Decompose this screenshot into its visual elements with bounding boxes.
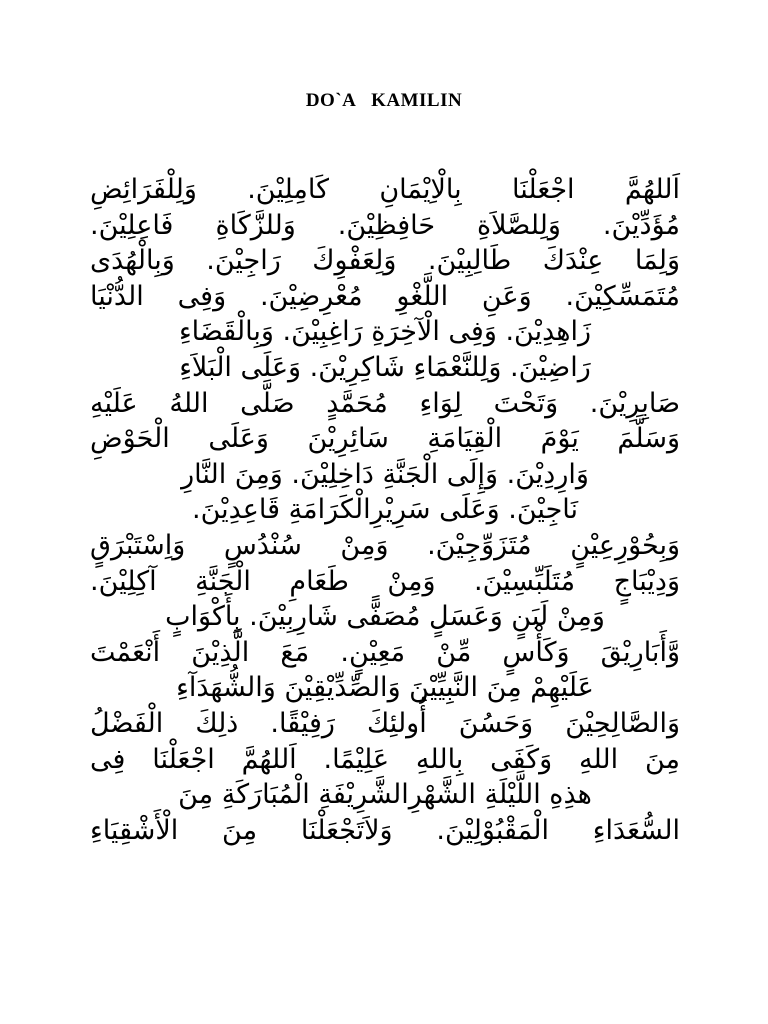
prayer-line-16: وَالصَّالِحِيْنَ وَحَسُنَ أُولئِكَ رَفِيْقًا. ذلِكَ الْفَضْلُ (90, 707, 680, 739)
prayer-line-4: مُتَمَسِّكِيْنَ. وَعَنِ اللَّغْوِ مُعْرِضِيْنَ. وَفِى الدُّنْيَا (90, 280, 680, 312)
prayer-line-15: عَلَيْهِمْ مِنَ النَّبِيِّيْنَ وَالصِّدِّيْقِيْنَ وَالشُّهَدَآءِ (176, 672, 594, 704)
prayer-line-11: وَبِحُوْرِعِيْنٍ مُتَزَوِّجِيْنَ. وَمِنْ سُنْدُسٍ وَاِسْتَبْرَقٍ (90, 529, 680, 561)
prayer-line-5: زَاهِدِيْنَ. وَفِى الْآخِرَةِ رَاغِبِيْنَ. وَبِالْقَضَاءِ (178, 316, 592, 348)
prayer-line-13: وَمِنْ لَبَنٍ وَعَسَلٍ مُصَفًّى شَارِبِيْنَ. بِأَكْوَابٍ (165, 601, 605, 633)
prayer-line-7: صَابِرِيْنَ. وَتَحْتَ لِوَاءِ مُحَمَّدٍ صَلَّى اللهُ عَلَيْهِ (90, 387, 680, 419)
prayer-line-9: وَارِدِيْنَ. وَإِلَى الْجَنَّةِ دَاخِلِيْنَ. وَمِنَ النَّارِ (181, 458, 589, 490)
prayer-line-14: وَّأَبَارِيْقَ وَكَأْسٍ مِّنْ مَعِيْنٍ. مَعَ الَّذِيْنَ أَنْعَمْتَ (90, 636, 680, 668)
prayer-line-3: وَلِمَا عِنْدَكَ طَالِبِيْنَ. وَلِعَفْوِكَ رَاجِيْنَ. وَبِالْهُدَى (90, 245, 680, 277)
prayer-line-6: رَاضِيْنَ. وَلِلنَّعْمَاءِ شَاكِرِيْنَ. وَعَلَى الْبَلاَءِ (179, 351, 591, 383)
prayer-line-19: السُّعَدَاءِ الْمَقْبُوْلِيْنَ. وَلاَتَجْعَلْنَا مِنَ الْأَشْقِيَاءِ (90, 814, 680, 846)
prayer-text (90, 172, 680, 848)
prayer-line-1: اَللهُمَّ اجْعَلْنَا بِالْاِيْمَانِ كَامِلِيْنَ. وَلِلْفَرَائِضِ (90, 174, 680, 205)
document-title: DO`A KAMILIN (305, 90, 463, 111)
prayer-line-8: وَسَلَّمَ يَوْمَ الْقِيَامَةِ سَائِرِيْنَ وَعَلَى الْحَوْضِ (90, 423, 680, 455)
prayer-line-10: نَاجِيْنَ. وَعَلَى سَرِيْرِالْكَرَامَةِ قَاعِدِيْنَ. (191, 494, 579, 526)
prayer-line-17: مِنَ اللهِ وَكَفَى بِاللهِ عَلِيْمًا. اَللهُمَّ اجْعَلْنَا فِى (90, 743, 680, 775)
prayer-line-18: هذِهِ اللَّيْلَةِ الشَّهْرِالشَّرِيْفَةِ الْمُبَارَكَةِ مِنَ (178, 779, 592, 811)
prayer-line-12: وَدِيْبَاجٍ مُتَلَبِّسِيْنَ. وَمِنْ طَعَامِ الْجَنَّةِ آكِلِيْنَ. (90, 565, 680, 597)
prayer-line-2: مُؤَدِّيْنَ. وَلِلصَّلاَةِ حَافِظِيْنَ. وَللزَّكَاةِ فَاعِلِيْنَ. (90, 209, 680, 241)
